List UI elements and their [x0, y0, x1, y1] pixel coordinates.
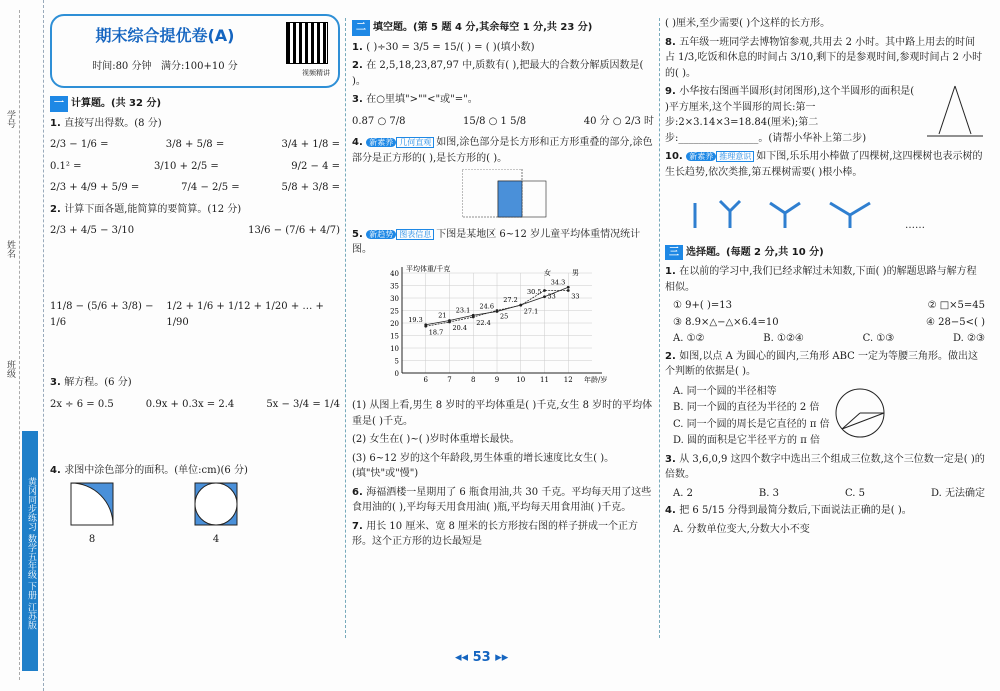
- data-point: [496, 309, 499, 312]
- section-fill: 二 填空题。(第 5 题 4 分,其余每空 1 分,共 23 分): [352, 20, 654, 36]
- data-point: [424, 324, 427, 327]
- legend-label: 女: [544, 268, 551, 277]
- qr-code-icon[interactable]: [286, 22, 328, 64]
- choice-2-answers[interactable]: A. 同一个圆的半径相等 B. 同一个圆的直径为半径的 2 倍 C. 同一个圆的周长是它直径的 π 倍 D. 圆的面积是它半径平方的 π 倍: [673, 385, 830, 446]
- data-label: 30.5: [527, 287, 542, 296]
- question-1-2: 2. 计算下面各题,能简算的要简算。(12 分): [50, 203, 242, 215]
- chart-title: 平均体重/千克: [406, 264, 451, 273]
- question-2-7: 7. 用长 10 厘米、宽 8 厘米的长方形按右图的样子拼成一个正方形。这个正方形的边长最短是: [352, 520, 639, 547]
- circle-triangle-figure: [830, 383, 890, 443]
- data-label: 22.4: [476, 318, 491, 327]
- svg-text:……: ……: [905, 220, 925, 231]
- question-1-4: 4. 求图中涂色部分的面积。(单位:cm)(6 分): [50, 464, 248, 476]
- x-tick-label: 6: [423, 375, 428, 384]
- y-tick-label: 15: [390, 332, 399, 340]
- exam-title: 期末综合提优卷(A): [95, 26, 235, 45]
- y-tick-label: 35: [390, 282, 399, 290]
- quarter-circle-figure: [70, 482, 114, 526]
- figure-2-label: 4: [212, 533, 220, 545]
- x-tick-label: 10: [516, 375, 526, 384]
- choice-3-answers[interactable]: A. 2 B. 3 C. 5 D. 无法确定: [673, 487, 985, 499]
- question-2-7-cont: ( )厘米,至少需要( )个这样的长方形。: [665, 18, 831, 29]
- calc-row: 2/3 + 4/9 + 5/9 = 7/4 − 2/5 = 5/8 + 3/8 =: [50, 182, 340, 193]
- question-2-5: 5. 新趋势 图表信息 下图是某地区 6~12 岁儿童平均体重情况统计图。: [352, 228, 641, 255]
- data-label: 21: [438, 311, 447, 319]
- x-tick-label: 9: [494, 375, 500, 384]
- question-2-6: 6. 海福酒楼一星期用了 6 瓶食用油,共 30 千克。平均每天用了这些食用油的( ),平均每天用食用油( )瓶,平均每天用食用油( )千克。: [352, 486, 652, 513]
- choice-1-answers[interactable]: A. ①② B. ①②④ C. ①③ D. ②③: [673, 333, 985, 344]
- question-2-5-2: (2) 女生在( )~( )岁时体重增长最快。: [352, 434, 520, 445]
- y-tick-label: 25: [390, 307, 399, 315]
- y-tick-label: 5: [394, 357, 399, 365]
- weight-line-chart: [372, 261, 612, 391]
- y-tick-label: 30: [390, 294, 399, 303]
- choice-1-options: ③ 8.9×△−△×6.4=10 ④ 28−5<( ): [673, 316, 985, 328]
- divider: [659, 18, 660, 638]
- name-label: 姓名: [5, 240, 15, 258]
- question-2-1: 1. ( )÷30 = 3/5 = 15/( ) = ( )(填小数): [352, 41, 535, 53]
- column-right: [665, 14, 985, 538]
- question-2-3: 3. 在○里填">""<"或"="。: [352, 94, 478, 105]
- choice-4-answer[interactable]: A. 分数单位变大,分数大小不变: [673, 523, 810, 535]
- choice-1-options: ① 9+( )=13 ② □×5=45: [673, 300, 985, 311]
- data-point: [519, 303, 522, 306]
- y-tick-label: 20: [390, 319, 399, 328]
- data-point: [543, 295, 546, 298]
- choice-1: 1. 在以前的学习中,我们已经求解过未知数,下面( )的解题思路与解方程相似。: [665, 266, 977, 293]
- x-axis-label: 年龄/岁: [584, 375, 608, 384]
- calc-row: 2/3 − 1/6 = 3/8 + 5/8 = 3/4 + 1/8 =: [50, 139, 340, 150]
- data-point: [448, 320, 451, 323]
- choice-4: 4. 把 6 5/15 分得到最简分数后,下面说法正确的是( )。: [665, 505, 912, 516]
- choice-2: 2. 如图,以点 A 为圆心的圆内,三角形 ABC 一定为等腰三角形。做出这个判断的依据是( )。: [665, 350, 978, 377]
- x-tick-label: 11: [540, 375, 549, 384]
- leaf-figure: [194, 482, 238, 526]
- question-2-10: 10. 新素养 推理意识 如下图,乐乐用小棒做了四棵树,这四棵树也表示树的生长趋势,依次类推,第五棵树需要( )根小棒。: [665, 151, 983, 178]
- data-point: [472, 315, 475, 318]
- equation-row: 2x ÷ 6 = 0.5 0.9x + 0.3x = 2.4 5x − 3/4 = 1/4: [50, 398, 340, 410]
- page-number: ◂◂ 53 ▸▸: [455, 650, 509, 665]
- binding-sidebar: [0, 0, 44, 691]
- calc-row: 2/3 + 4/5 − 3/10 13/6 − (7/6 + 4/7): [50, 225, 340, 236]
- time-limit: 时间:80 分钟: [92, 60, 152, 72]
- compare-row: 0.87 ○ 7/8 15/8 ○ 1 5/8 40 分 ○ 2/3 时: [352, 115, 654, 127]
- section-calc: 一 计算题。(共 32 分): [50, 96, 340, 112]
- column-left: [50, 14, 340, 547]
- section-choice: 三 选择题。(每题 2 分,共 10 分): [665, 245, 985, 261]
- data-label: 34.3: [550, 277, 566, 286]
- stick-trees-figure: [685, 183, 945, 233]
- question-2-8: 8. 五年级一班同学去博物馆参观,共用去 2 小时。其中路上用去的时间占 1/3,吃饭和休息的时间占 3/10,剩下的是参观时间,参观时间占 2 小时的( )。: [665, 36, 983, 79]
- figure-1-label: 8: [88, 533, 96, 545]
- y-tick-label: 0: [394, 369, 399, 378]
- question-2-5-1: (1) 从图上看,男生 8 岁时的平均体重是( )千克,女生 8 岁时的平均体重是( )千克。: [352, 400, 653, 427]
- choice-3: 3. 从 3,6,0,9 这四个数字中选出三个组成三位数,这个三位数一定是( )的倍数。: [665, 453, 985, 480]
- overlap-grid-figure: [462, 169, 572, 219]
- question-1-3: 3. 解方程。(6 分): [50, 377, 132, 388]
- data-point: [567, 289, 570, 292]
- legend-label: 男: [572, 268, 579, 277]
- question-2-9: 9. 小华按右图画半圆形(封闭图形),这个半圆形的面积是( )平方厘米,这个半圆形的周长:第一步:2×3.14×3=18.84(厘米);第二步:________________。(请帮小华补上第二步): [665, 84, 985, 146]
- x-tick-label: 12: [563, 375, 573, 384]
- area-figures: [50, 482, 340, 547]
- y-tick-label: 40: [390, 269, 399, 278]
- data-label: 33: [547, 292, 556, 300]
- data-point: [543, 289, 546, 292]
- question-1-1: 1. 直接写出得数。(8 分): [50, 117, 162, 129]
- data-label: 25: [500, 312, 509, 320]
- x-tick-label: 7: [447, 375, 452, 384]
- figure-1: [70, 482, 114, 547]
- data-label: 27.2: [503, 295, 518, 304]
- data-label: 33: [571, 292, 580, 300]
- figure-2: [194, 482, 238, 547]
- data-label: 27.1: [523, 306, 539, 315]
- data-label: 19.3: [408, 315, 423, 324]
- student-id-label: 学号: [5, 110, 15, 128]
- calc-row: 11/8 − (5/6 + 3/8) − 1/6 1/2 + 1/6 + 1/12 + 1/20 + … + 1/90: [50, 301, 324, 328]
- x-tick-label: 8: [471, 375, 476, 384]
- question-2-2: 2. 在 2,5,18,23,87,97 中,质数有( ),把最大的合数分解质因数是( )。: [352, 60, 644, 87]
- exam-info: [62, 59, 268, 75]
- compass-icon: [925, 84, 985, 144]
- choice-2-body: [665, 383, 985, 450]
- question-2-5-3: (3) 6~12 岁的这个年龄段,男生体重的增长速度比女生( )。(填"快"或"慢"): [352, 452, 615, 479]
- data-label: 23.1: [455, 305, 471, 314]
- data-label: 18.7: [428, 327, 444, 336]
- full-score: 满分:100+10 分: [161, 60, 238, 72]
- divider: [345, 18, 346, 638]
- question-2-4: 4. 新素养 几何直观 如图,涂色部分是长方形和正方形重叠的部分,涂色部分是正方形的( ),是长方形的( )。: [352, 137, 653, 164]
- data-point: [567, 285, 570, 288]
- class-label: 班级: [5, 360, 15, 378]
- calc-row: 0.1² = 3/10 + 2/5 = 9/2 − 4 =: [50, 160, 340, 172]
- cut-line: [19, 10, 20, 680]
- data-label: 20.4: [452, 323, 467, 332]
- y-tick-label: 10: [390, 344, 399, 353]
- title-box: [50, 14, 340, 88]
- column-middle: [352, 14, 654, 553]
- qr-label: 视频精讲: [302, 69, 330, 77]
- series-title: 黄冈同步练习 数学五年级 下册 江苏版: [22, 431, 38, 671]
- data-label: 24.6: [479, 302, 494, 310]
